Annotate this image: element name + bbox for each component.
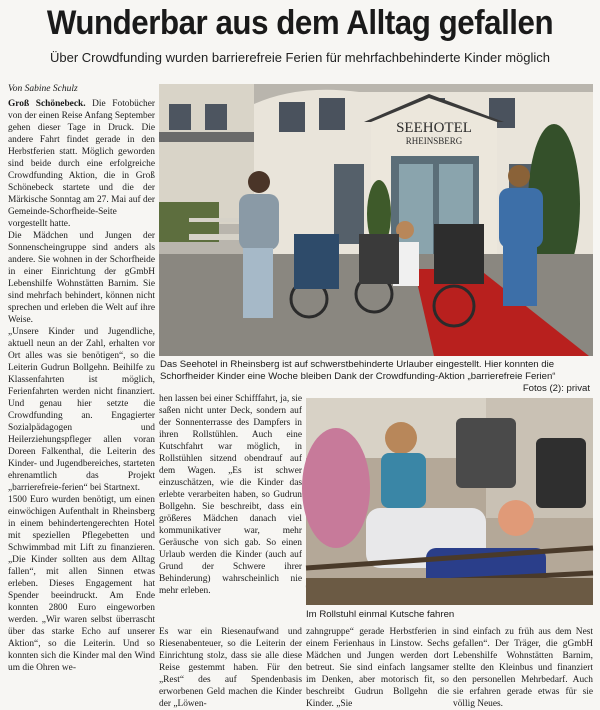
photo-kutsche-image	[306, 398, 593, 605]
photo-caption-2: Im Rollstuhl einmal Kutsche fahren	[306, 609, 455, 620]
photo-seehotel	[159, 84, 593, 356]
paragraph-3: „Unsere Kinder und Jugendliche, aktuell neun an der Zahl, erhalten vor Ort alles was sie benötigen“, so die Leiterin Gudrun Bollgehn. Beihilfe zu Klassenfahrten ist möglich, Ferienfahrten werden nicht finanziert. Und genau hier setzte die Crowdfunding an. Engagierter Sozialpädagogen und Heilerziehungspfleger allen voran Doreen Falkenthal, die Leiterin des Kinder- und Jugendbereiches, starteten ehrenamtlich das Projekt „barrierefreie-ferien“ bei Startnext.	[8, 327, 155, 493]
article-column-2	[159, 393, 302, 633]
paragraph-2: Die Mädchen und Jungen der Sonnenscheingruppe sind anders als andere. Sie wohnen in der Schorfheide in einer Einrichtung der gGmbH Lebenshilfe Wohnstätten Barnim. Sie sind mehrfach behindert, können nicht sprechen und erleben die Welt auf ihre Weise.	[8, 231, 155, 325]
paragraph-5: hen lassen bei einer Schifffahrt, ja, sie saßen nicht unter Deck, sondern auf der Sonnenterrasse des Dampfers in ihren Rollstühlen. Auch eine Kutschfahrt war möglich, in Rollstühlen sitzend obendrauf auf dem Wagen. „Es ist schwer einzuschätzen, wie die Kinder das erlebte verarbeiten haben, so Gudrun Bollgehn. Sie beschreibt, dass ein größeres Mädchen danach viel kommunikativer war, mehr Geräusche von sich gab. So einen Urlaub werden die Kinder (auch auf Grund der Schwere ihrer Behinderung) wahrscheinlich nie mehr erleben.	[159, 394, 302, 596]
caption-1-text: Das Seehotel in Rheinsberg ist auf schwerstbehinderte Urlauber eingestellt. Hier konnten die Schorfheider Kinder eine Woche bleiben Dank der Crowdfunding-Aktion „barrierefreie Ferien“	[160, 359, 556, 382]
dateline: Groß Schönebeck.	[8, 99, 86, 109]
author-byline: Von Sabine Schulz	[8, 84, 78, 94]
article-column-5	[453, 626, 593, 709]
subheadline: Über Crowdfunding wurden barrierefreie Ferien für mehrfachbehinderte Kinder möglich	[49, 50, 551, 65]
hotel-sign-sub: RHEINSBERG	[405, 136, 463, 146]
paragraph-1	[8, 98, 155, 230]
headline: Wunderbar aus dem Alltag gefallen	[46, 4, 554, 42]
article-column-3	[159, 626, 302, 709]
article-column-4	[306, 626, 449, 709]
photo-credit: Fotos (2): privat	[522, 383, 590, 394]
paragraph-6: Es war ein Riesenaufwand und Riesenabenteuer, so die Leiterin der Einrichtung stolz, dass sie alle diese Reise gestemmt haben. Für den „Rest“ des auf Spendenbasis erworbenen Geld machen die Kinder der „Löwen-	[159, 627, 302, 709]
photo-caption-1	[160, 359, 590, 395]
paragraph-8: sind einfach zu früh aus dem Nest gefallen“. Der Träger, die gGmbH Lebenshilfe Wohnstätten Barnim, stellte den Kleinbus und finanziert den personellen Mehrbedarf. Auch sie erfahren gerade etwas für sie völlig Neues.	[453, 627, 593, 709]
hotel-sign: SEEHOTEL	[396, 120, 472, 136]
photo-kutsche	[306, 398, 593, 605]
paragraph-1-text: Die Fotobücher von der einen Reise Anfang September gehen dieser Tage in Druck. Die andere Fahrt findet gerade in den Herbstferien statt. Möglich geworden sind beide durch eine erfolgreiche Crowdfunding Aktion, die in Groß Schönebeck startete und die der Märkische Sonntag am 27. Mai auf der Gemeinde-Schorfheide-Seite vorgestellt hatte.	[8, 99, 155, 229]
paragraph-4: 1500 Euro wurden benötigt, um einen einwöchigen Aufenthalt in Rheinsberg in einem behindertengerechten Hotel mit speziellen Pflegebetten und Schwimmbad mit Lift zu finanzieren. „Die Kinder sollten aus dem Alltag fallen“, mit allen Sinnen etwas erleben. Dieses Engagement hat Spender beeindruckt. Am Ende konnten 2800 Euro eingeworben werden. „Wir waren selbst überrascht über das starke Echo auf unserer Aktion“, so die Leiterin. Und so konnten sich die Kinder mal den Wind um die Ohren we-	[8, 495, 155, 673]
paragraph-7: zahngruppe“ gerade Herbstferien in einem Ferienhaus in Linstow. Sechs Mädchen und Jungen werden dort betreut. Sie sind einfach langsamer im Denken, aber motorisch fit, so beschreibt Gudrun Bollgehn die Kinder. „Sie	[306, 627, 449, 709]
article-column-1	[8, 98, 155, 686]
photo-seehotel-image	[159, 84, 593, 356]
